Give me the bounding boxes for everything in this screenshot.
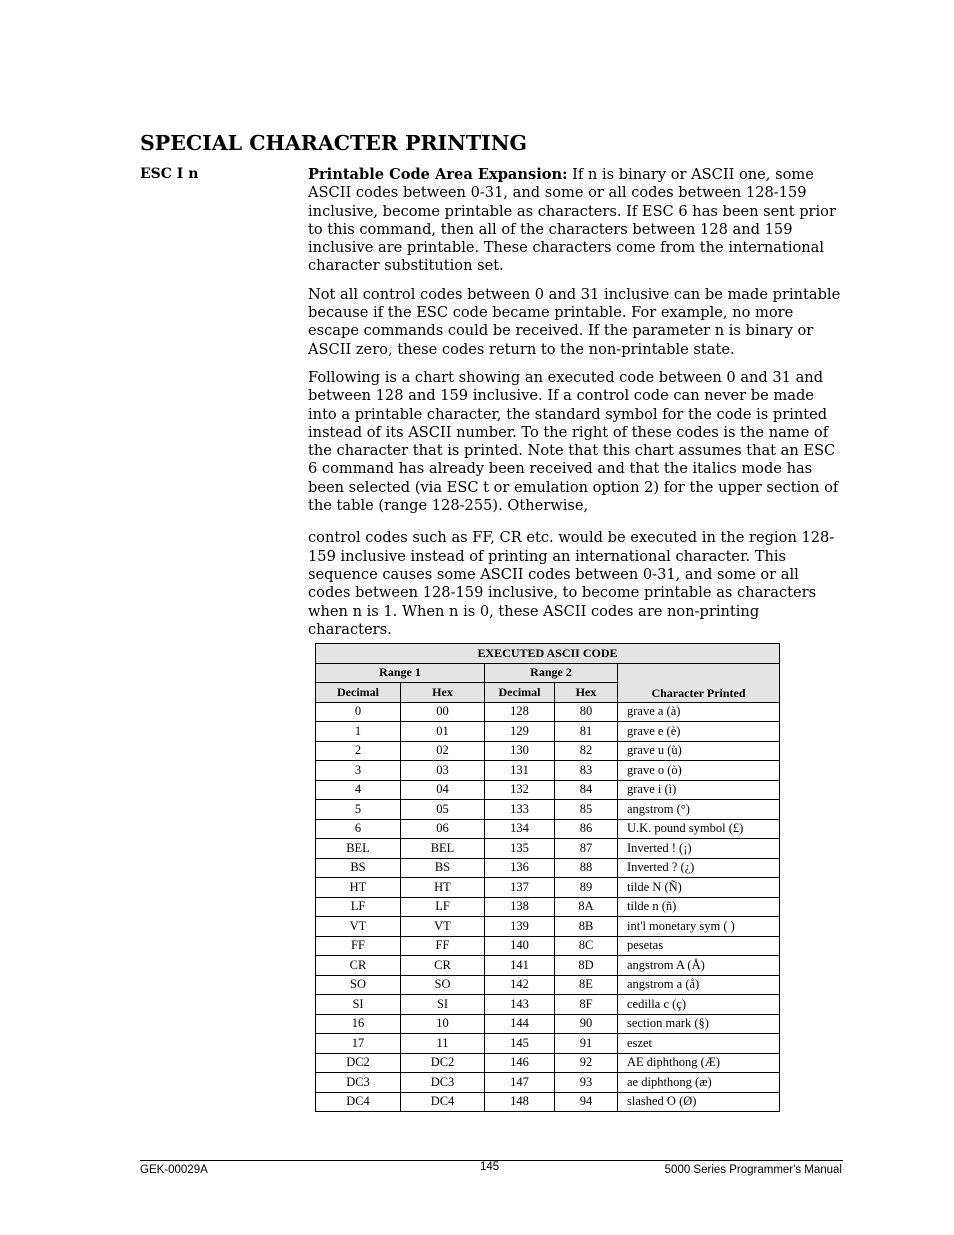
- table-row: [316, 975, 780, 995]
- range1-decimal-cell: DC2: [316, 1053, 401, 1073]
- character-printed-cell: angstrom (°): [618, 800, 780, 820]
- range1-hex-cell: SI: [401, 995, 485, 1015]
- character-printed-cell: grave i (ì): [618, 780, 780, 800]
- range2-hex-cell: 87: [555, 839, 618, 859]
- character-printed-cell: Inverted ! (¡): [618, 839, 780, 859]
- range2-decimal-cell: 144: [485, 1014, 555, 1034]
- range1-hex-cell: BS: [401, 858, 485, 878]
- range1-decimal-cell: DC3: [316, 1073, 401, 1093]
- range2-hex-cell: 93: [555, 1073, 618, 1093]
- range-2-header: Range 2: [485, 663, 618, 683]
- table-row: [316, 936, 780, 956]
- range2-hex-cell: 85: [555, 800, 618, 820]
- range2-hex-cell: 8F: [555, 995, 618, 1015]
- range2-hex-cell: 81: [555, 722, 618, 742]
- range2-decimal-cell: 141: [485, 956, 555, 976]
- range1-decimal-cell: 17: [316, 1034, 401, 1054]
- range1-hex-cell: BEL: [401, 839, 485, 859]
- table-row: [316, 1092, 780, 1112]
- range1-hex-cell: DC2: [401, 1053, 485, 1073]
- range2-hex-cell: 8E: [555, 975, 618, 995]
- character-printed-cell: grave e (è): [618, 722, 780, 742]
- range2-decimal-cell: 143: [485, 995, 555, 1015]
- range1-hex-cell: CR: [401, 956, 485, 976]
- range1-hex-cell: SO: [401, 975, 485, 995]
- range2-decimal-cell: 128: [485, 702, 555, 722]
- character-printed-cell: Inverted ? (¿): [618, 858, 780, 878]
- character-printed-cell: slashed O (Ø): [618, 1092, 780, 1112]
- range1-hex-cell: 11: [401, 1034, 485, 1054]
- table-row: [316, 761, 780, 781]
- range1-hex-cell: LF: [401, 897, 485, 917]
- decimal-header: Decimal: [316, 683, 401, 703]
- executed-ascii-code-table: [315, 643, 780, 1112]
- range2-decimal-cell: 137: [485, 878, 555, 898]
- range1-hex-cell: 00: [401, 702, 485, 722]
- table-body: [316, 702, 780, 1112]
- range2-hex-cell: 86: [555, 819, 618, 839]
- character-printed-cell: angstrom A (Å): [618, 956, 780, 976]
- range2-hex-cell: 83: [555, 761, 618, 781]
- range2-decimal-cell: 131: [485, 761, 555, 781]
- command-description: [308, 166, 843, 649]
- range1-hex-cell: 10: [401, 1014, 485, 1034]
- range2-hex-cell: 82: [555, 741, 618, 761]
- character-printed-cell: grave u (ù): [618, 741, 780, 761]
- table-row: [316, 722, 780, 742]
- table-row: [316, 1034, 780, 1054]
- range1-hex-cell: VT: [401, 917, 485, 937]
- range2-decimal-cell: 147: [485, 1073, 555, 1093]
- range2-hex-cell: 8C: [555, 936, 618, 956]
- range2-decimal-cell: 142: [485, 975, 555, 995]
- range1-decimal-cell: 1: [316, 722, 401, 742]
- range1-decimal-cell: DC4: [316, 1092, 401, 1112]
- range2-decimal-cell: 139: [485, 917, 555, 937]
- range1-decimal-cell: 6: [316, 819, 401, 839]
- range2-decimal-cell: 130: [485, 741, 555, 761]
- range2-decimal-cell: 129: [485, 722, 555, 742]
- table-row: [316, 995, 780, 1015]
- range1-decimal-cell: LF: [316, 897, 401, 917]
- command-label: ESC I n: [140, 166, 199, 182]
- table-row: [316, 702, 780, 722]
- paragraph-3: Following is a chart showing an executed code between 0 and 31 and between 128 and 159 inclusive. If a control code can never be made into a printable character, the standard symbol for the code is printed instead of its ASCII number. To the right of these codes is the name of the character that is printed. Note that this chart assumes that an ESC 6 command has already been received and that the italics mode has been selected (via ESC t or emulation option 2) for the upper section of the table (range 128-255). Otherwise,: [308, 368, 839, 515]
- table-row: [316, 956, 780, 976]
- paragraph-1: [308, 166, 843, 276]
- range-1-header: Range 1: [316, 663, 485, 683]
- character-printed-cell: cedilla c (ç): [618, 995, 780, 1015]
- range1-decimal-cell: SO: [316, 975, 401, 995]
- range2-decimal-cell: 136: [485, 858, 555, 878]
- table-row: [316, 897, 780, 917]
- character-printed-cell: ae diphthong (æ): [618, 1073, 780, 1093]
- range2-hex-cell: 84: [555, 780, 618, 800]
- hex-header: Hex: [555, 683, 618, 703]
- range1-decimal-cell: 0: [316, 702, 401, 722]
- range2-decimal-cell: 146: [485, 1053, 555, 1073]
- range2-hex-cell: 88: [555, 858, 618, 878]
- character-printed-cell: grave o (ò): [618, 761, 780, 781]
- range1-hex-cell: DC3: [401, 1073, 485, 1093]
- range1-decimal-cell: BS: [316, 858, 401, 878]
- character-printed-cell: tilde N (Ñ): [618, 878, 780, 898]
- range2-decimal-cell: 148: [485, 1092, 555, 1112]
- range2-decimal-cell: 133: [485, 800, 555, 820]
- range2-hex-cell: 91: [555, 1034, 618, 1054]
- range2-hex-cell: 8B: [555, 917, 618, 937]
- table-title: EXECUTED ASCII CODE: [316, 644, 780, 664]
- character-printed-cell: tilde n (ñ): [618, 897, 780, 917]
- range1-decimal-cell: 5: [316, 800, 401, 820]
- character-printed-cell: pesetas: [618, 936, 780, 956]
- table-row: [316, 780, 780, 800]
- range2-decimal-cell: 134: [485, 819, 555, 839]
- range1-decimal-cell: VT: [316, 917, 401, 937]
- range1-hex-cell: 06: [401, 819, 485, 839]
- character-printed-header: Character Printed: [618, 663, 780, 702]
- table-row: [316, 1053, 780, 1073]
- table-row: [316, 878, 780, 898]
- range1-hex-cell: 02: [401, 741, 485, 761]
- range1-hex-cell: 01: [401, 722, 485, 742]
- table-row: [316, 917, 780, 937]
- table-row: [316, 741, 780, 761]
- range1-decimal-cell: 2: [316, 741, 401, 761]
- table-row: [316, 800, 780, 820]
- range2-hex-cell: 8A: [555, 897, 618, 917]
- hex-header: Hex: [401, 683, 485, 703]
- range1-decimal-cell: HT: [316, 878, 401, 898]
- character-printed-cell: angstrom a (å): [618, 975, 780, 995]
- range2-hex-cell: 92: [555, 1053, 618, 1073]
- character-printed-cell: AE diphthong (Æ): [618, 1053, 780, 1073]
- range2-hex-cell: 94: [555, 1092, 618, 1112]
- range2-decimal-cell: 138: [485, 897, 555, 917]
- range2-hex-cell: 90: [555, 1014, 618, 1034]
- range1-hex-cell: 05: [401, 800, 485, 820]
- range1-decimal-cell: CR: [316, 956, 401, 976]
- range1-decimal-cell: 16: [316, 1014, 401, 1034]
- range1-decimal-cell: 3: [316, 761, 401, 781]
- table-row: [316, 858, 780, 878]
- range1-decimal-cell: BEL: [316, 839, 401, 859]
- page-number: 145: [480, 1161, 500, 1173]
- range1-hex-cell: 04: [401, 780, 485, 800]
- table-row: [316, 1073, 780, 1093]
- character-printed-cell: U.K. pound symbol (£): [618, 819, 780, 839]
- range1-hex-cell: FF: [401, 936, 485, 956]
- range2-hex-cell: 89: [555, 878, 618, 898]
- table-row: [316, 1014, 780, 1034]
- range1-decimal-cell: SI: [316, 995, 401, 1015]
- paragraph-2: Not all control codes between 0 and 31 inclusive can be made printable because if the ESC code became printable. For example, no more escape commands could be received. If the parameter n is binary or ASCII zero, these codes return to the non-printable state.: [308, 285, 841, 358]
- range1-hex-cell: HT: [401, 878, 485, 898]
- range1-hex-cell: 03: [401, 761, 485, 781]
- range1-decimal-cell: FF: [316, 936, 401, 956]
- page-heading: SPECIAL CHARACTER PRINTING: [140, 131, 527, 155]
- footer-doc-id: GEK-00029A: [140, 1164, 208, 1176]
- character-printed-cell: grave a (à): [618, 702, 780, 722]
- table-row: [316, 819, 780, 839]
- paragraph-1-lead: Printable Code Area Expansion:: [308, 166, 568, 183]
- character-printed-cell: section mark (§): [618, 1014, 780, 1034]
- range2-decimal-cell: 132: [485, 780, 555, 800]
- table-row: [316, 839, 780, 859]
- range1-hex-cell: DC4: [401, 1092, 485, 1112]
- range2-hex-cell: 8D: [555, 956, 618, 976]
- character-printed-cell: eszet: [618, 1034, 780, 1054]
- decimal-header: Decimal: [485, 683, 555, 703]
- paragraph-4: control codes such as FF, CR etc. would be executed in the region 128-159 inclusive instead of printing an international character. This sequence causes some ASCII codes between 0-31, and some or all codes between 128-159 inclusive, to become printable as characters when n is 1. When n is 0, these ASCII codes are non-printing characters.: [308, 529, 835, 638]
- range2-hex-cell: 80: [555, 702, 618, 722]
- paragraph-1-text: If n is binary or ASCII one, some ASCII codes between 0-31, and some or all codes between 128-159 inclusive, become printable as characters. If ESC 6 has been sent prior to this command, then all of the characters between 128 and 159 inclusive are printable. These characters come from the international character substitution set.: [308, 166, 836, 275]
- range2-decimal-cell: 135: [485, 839, 555, 859]
- range2-decimal-cell: 140: [485, 936, 555, 956]
- footer-manual-title: 5000 Series Programmer's Manual: [664, 1164, 842, 1176]
- character-printed-cell: int'l monetary sym ( ): [618, 917, 780, 937]
- range1-decimal-cell: 4: [316, 780, 401, 800]
- range2-decimal-cell: 145: [485, 1034, 555, 1054]
